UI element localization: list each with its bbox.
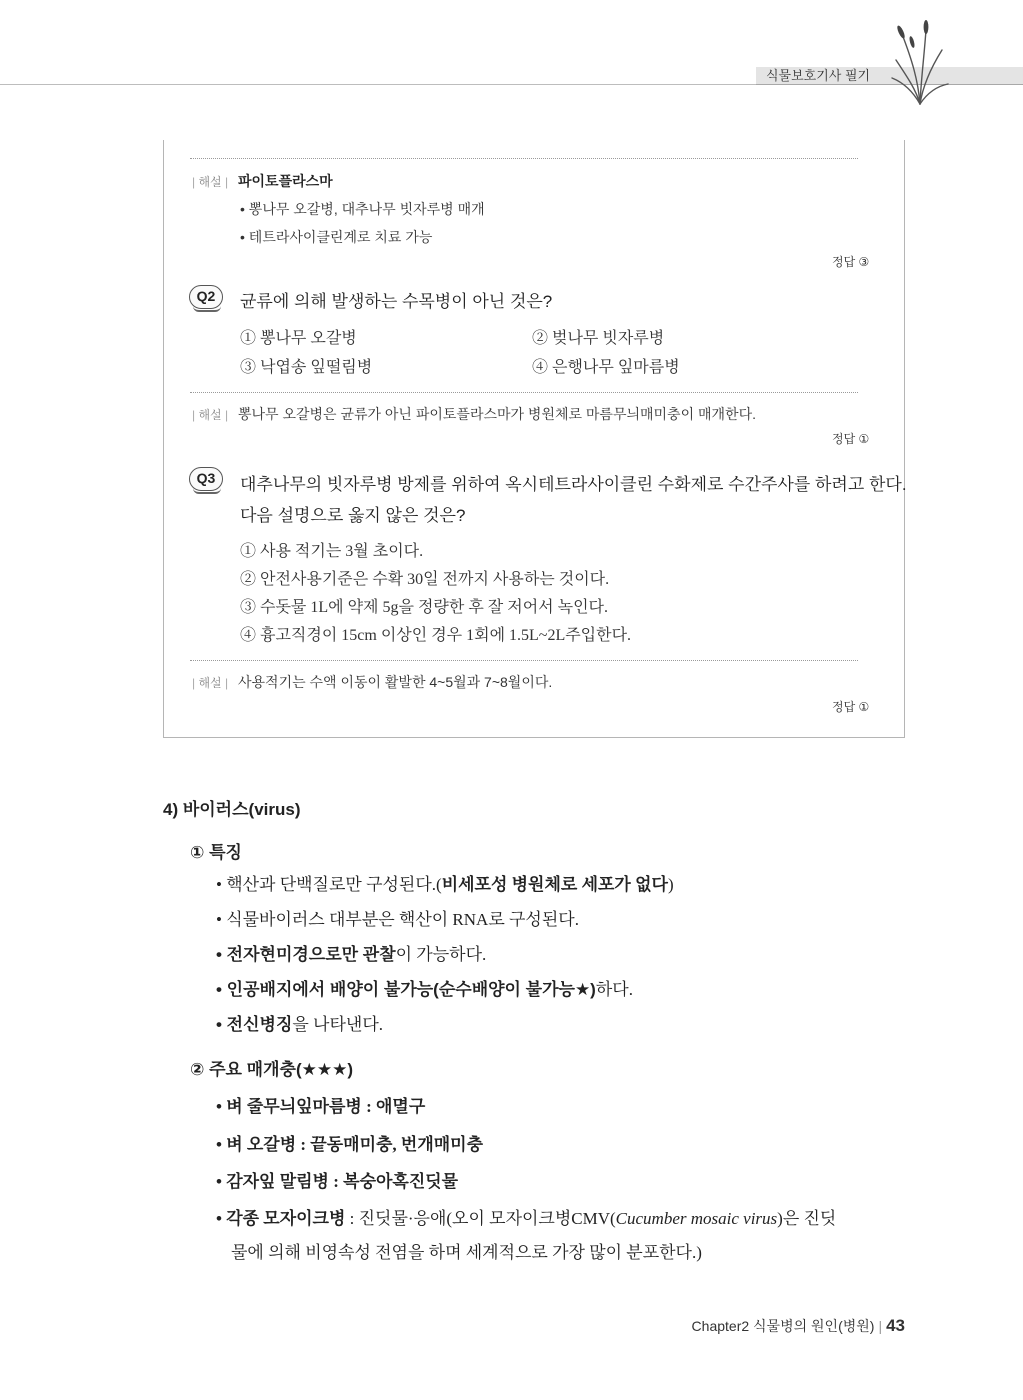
explanation-text: 사용적기는 수액 이동이 활발한 4~5월과 7~8월이다. xyxy=(238,674,553,690)
explanation-bullet: • 테트라사이클린계로 치료 가능 xyxy=(240,229,433,245)
explanation-title: 파이토플라스마 xyxy=(238,173,333,189)
bullet-item: • 벼 오갈병 : 끝동매미충, 번개매미충 xyxy=(216,1135,484,1154)
bullet-item: • 인공배지에서 배양이 불가능(순수배양이 불가능★)하다. xyxy=(216,980,633,999)
section-title: 4) 바이러스(virus) xyxy=(163,800,301,819)
bullet-item: • 각종 모자이크병 : 진딧물·응애(오이 모자이크병CMV(Cucumber mosaic virus)은 진딧 xyxy=(216,1209,837,1228)
book-title: 식물보호기사 필기 xyxy=(766,68,871,83)
option: ① 뽕나무 오갈병 xyxy=(240,330,357,347)
explanation-tag: | 해설 | xyxy=(192,175,229,189)
reed-icon xyxy=(890,20,950,105)
option: ② 안전사용기준은 수확 30일 전까지 사용하는 것이다. xyxy=(240,571,610,588)
dotted-divider xyxy=(190,660,858,661)
explanation-tag: | 해설 | xyxy=(192,408,229,422)
question-text: 다음 설명으로 옳지 않은 것은? xyxy=(240,506,466,525)
option: ④ 흉고직경이 15cm 이상인 경우 1회에 1.5L~2L주입한다. xyxy=(240,627,632,644)
dotted-divider xyxy=(190,158,858,159)
explanation-text: 뽕나무 오갈병은 균류가 아닌 파이토플라스마가 병원체로 마름무늬매미충이 매개한다. xyxy=(238,406,756,422)
question-badge: Q2 xyxy=(189,285,223,309)
explanation-bullet: • 뽕나무 오갈병, 대추나무 빗자루병 매개 xyxy=(240,201,485,217)
answer-label: 정답 ① xyxy=(832,700,870,714)
subsection-title: ② 주요 매개충(★★★) xyxy=(190,1060,353,1079)
question-text: 대추나무의 빗자루병 방제를 위하여 옥시테트라사이클린 수화제로 수간주사를 하려고 한다. xyxy=(240,475,907,494)
explanation-tag: | 해설 | xyxy=(192,676,229,690)
subsection-title: ① 특징 xyxy=(190,843,242,862)
option: ③ 수돗물 1L에 약제 5g을 정량한 후 잘 저어서 녹인다. xyxy=(240,599,608,616)
answer-label: 정답 ① xyxy=(832,432,870,446)
page-footer: Chapter2 식물병의 원인(병원) | 43 xyxy=(691,1316,905,1335)
page-number: 43 xyxy=(886,1316,905,1335)
bullet-item: • 핵산과 단백질로만 구성된다.(비세포성 병원체로 세포가 없다) xyxy=(216,875,674,894)
option: ① 사용 적기는 3월 초이다. xyxy=(240,543,424,560)
bullet-item: • 식물바이러스 대부분은 핵산이 RNA로 구성된다. xyxy=(216,910,579,929)
bullet-continuation: 물에 의해 비영속성 전염을 하며 세계적으로 가장 많이 분포한다.) xyxy=(231,1243,702,1262)
bullet-item: • 전신병징을 나타낸다. xyxy=(216,1015,383,1034)
option: ② 벚나무 빗자루병 xyxy=(532,330,665,347)
option: ④ 은행나무 잎마름병 xyxy=(532,359,680,376)
bullet-item: • 전자현미경으로만 관찰이 가능하다. xyxy=(216,945,487,964)
question-badge: Q3 xyxy=(189,467,223,491)
bullet-item: • 감자잎 말림병 : 복숭아혹진딧물 xyxy=(216,1172,459,1191)
question-text: 균류에 의해 발생하는 수목병이 아닌 것은? xyxy=(240,292,553,311)
dotted-divider xyxy=(190,392,858,393)
answer-label: 정답 ③ xyxy=(832,255,870,269)
chapter-label: Chapter2 식물병의 원인(병원) xyxy=(691,1318,875,1334)
bullet-item: • 벼 줄무늬잎마름병 : 애멸구 xyxy=(216,1097,426,1116)
option: ③ 낙엽송 잎떨림병 xyxy=(240,359,373,376)
